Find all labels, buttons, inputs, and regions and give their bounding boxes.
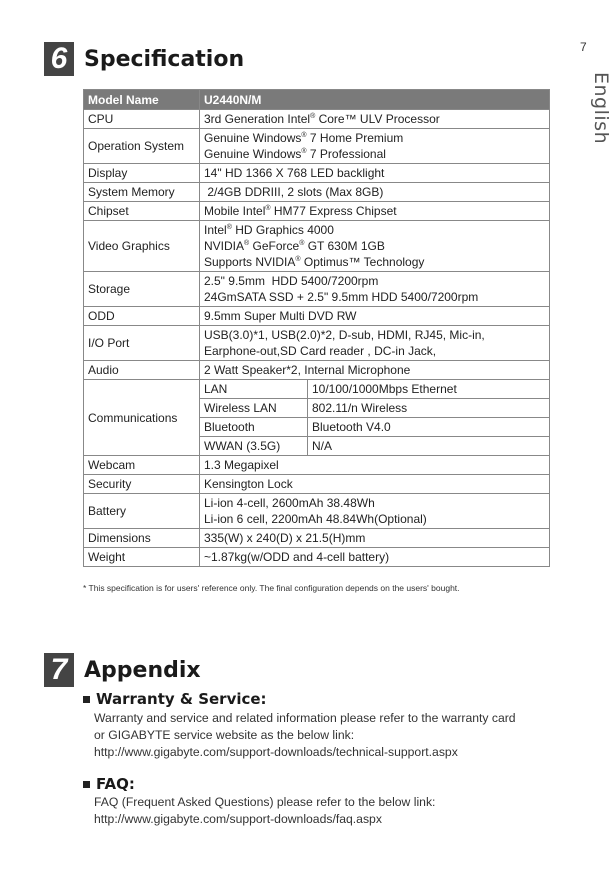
table-header-row [84,90,550,110]
warranty-link[interactable]: http://www.gigabyte.com/support-downloads/technical-support.aspx [94,745,458,759]
square-bullet-icon [83,781,90,788]
comm-item-value: Bluetooth V4.0 [308,418,550,437]
row-value: Li-ion 4-cell, 2600mAh 38.48Wh Li-ion 6 cell, 2200mAh 48.84Wh(Optional) [200,494,550,529]
faq-text: FAQ (Frequent Asked Questions) please refer to the below link: http://www.gigabyte.com/support-downloads/faq.aspx [94,794,564,828]
comm-item-name: LAN [200,380,308,399]
square-bullet-icon [83,696,90,703]
row-value: 3rd Generation Intel® Core™ ULV Processor [200,110,550,129]
comm-item-value: 802.11/n Wireless [308,399,550,418]
row-value: Mobile Intel® HM77 Express Chipset [200,202,550,221]
table-row [84,380,550,399]
section-title: Specification [84,46,245,72]
section-title: Appendix [84,657,201,683]
row-label: System Memory [84,183,200,202]
row-label: Communications [84,380,200,456]
row-value: 2.5" 9.5mm HDD 5400/7200rpm 24GmSATA SSD + 2.5" 9.5mm HDD 5400/7200rpm [200,272,550,307]
table-row [84,548,550,567]
row-label: Dimensions [84,529,200,548]
header-model-value: U2440N/M [200,90,550,110]
row-label: Display [84,164,200,183]
table-row [84,110,550,129]
row-label: ODD [84,307,200,326]
warranty-text: Warranty and service and related information please refer to the warranty card or GIGABYTE service website as the below link: http://www.gigabyte.com/support-downloads/technical-support.aspx [94,710,564,761]
table-row [84,326,550,361]
row-value: 2/4GB DDRIII, 2 slots (Max 8GB) [200,183,550,202]
table-row [84,164,550,183]
specification-table [83,89,550,567]
row-label: I/O Port [84,326,200,361]
row-value: 2 Watt Speaker*2, Internal Microphone [200,361,550,380]
row-value: Intel® HD Graphics 4000 NVIDIA® GeForce® GT 630M 1GB Supports NVIDIA® Optimus™ Technology [200,221,550,272]
row-value: 14" HD 1366 X 768 LED backlight [200,164,550,183]
row-label: Audio [84,361,200,380]
row-label: Operation System [84,129,200,164]
faq-link[interactable]: http://www.gigabyte.com/support-downloads/faq.aspx [94,812,382,826]
row-label: Security [84,475,200,494]
section-number-badge: 6 [44,42,74,76]
table-row [84,361,550,380]
row-value: ~1.87kg(w/ODD and 4-cell battery) [200,548,550,567]
table-row [84,272,550,307]
row-value: 1.3 Megapixel [200,456,550,475]
table-row [84,202,550,221]
table-row [84,456,550,475]
section-number-badge: 7 [44,653,74,687]
header-model-name: Model Name [84,90,200,110]
row-value: Genuine Windows® 7 Home Premium Genuine Windows® 7 Professional [200,129,550,164]
table-row [84,475,550,494]
comm-item-value: 10/100/1000Mbps Ethernet [308,380,550,399]
table-row [84,494,550,529]
faq-heading: FAQ: [83,775,135,793]
table-row [84,307,550,326]
row-value: 9.5mm Super Multi DVD RW [200,307,550,326]
comm-item-name: Wireless LAN [200,399,308,418]
row-value: 335(W) x 240(D) x 21.5(H)mm [200,529,550,548]
specification-heading [44,42,244,76]
table-row [84,183,550,202]
row-value: Kensington Lock [200,475,550,494]
row-label: Chipset [84,202,200,221]
table-row [84,221,550,272]
page-number: 7 [580,40,587,54]
comm-item-name: Bluetooth [200,418,308,437]
warranty-heading: Warranty & Service: [83,690,267,708]
row-value: USB(3.0)*1, USB(2.0)*2, D-sub, HDMI, RJ45, Mic-in, Earphone-out,SD Card reader , DC-in Jack, [200,326,550,361]
spec-footnote: * This specification is for users' reference only. The final configuration depends on the users' bought. [83,583,460,593]
row-label: Video Graphics [84,221,200,272]
language-tab: English [590,72,612,145]
row-label: CPU [84,110,200,129]
table-row [84,129,550,164]
comm-item-value: N/A [308,437,550,456]
row-label: Webcam [84,456,200,475]
comm-item-name: WWAN (3.5G) [200,437,308,456]
row-label: Weight [84,548,200,567]
table-row [84,529,550,548]
appendix-heading [44,653,201,687]
row-label: Storage [84,272,200,307]
row-label: Battery [84,494,200,529]
